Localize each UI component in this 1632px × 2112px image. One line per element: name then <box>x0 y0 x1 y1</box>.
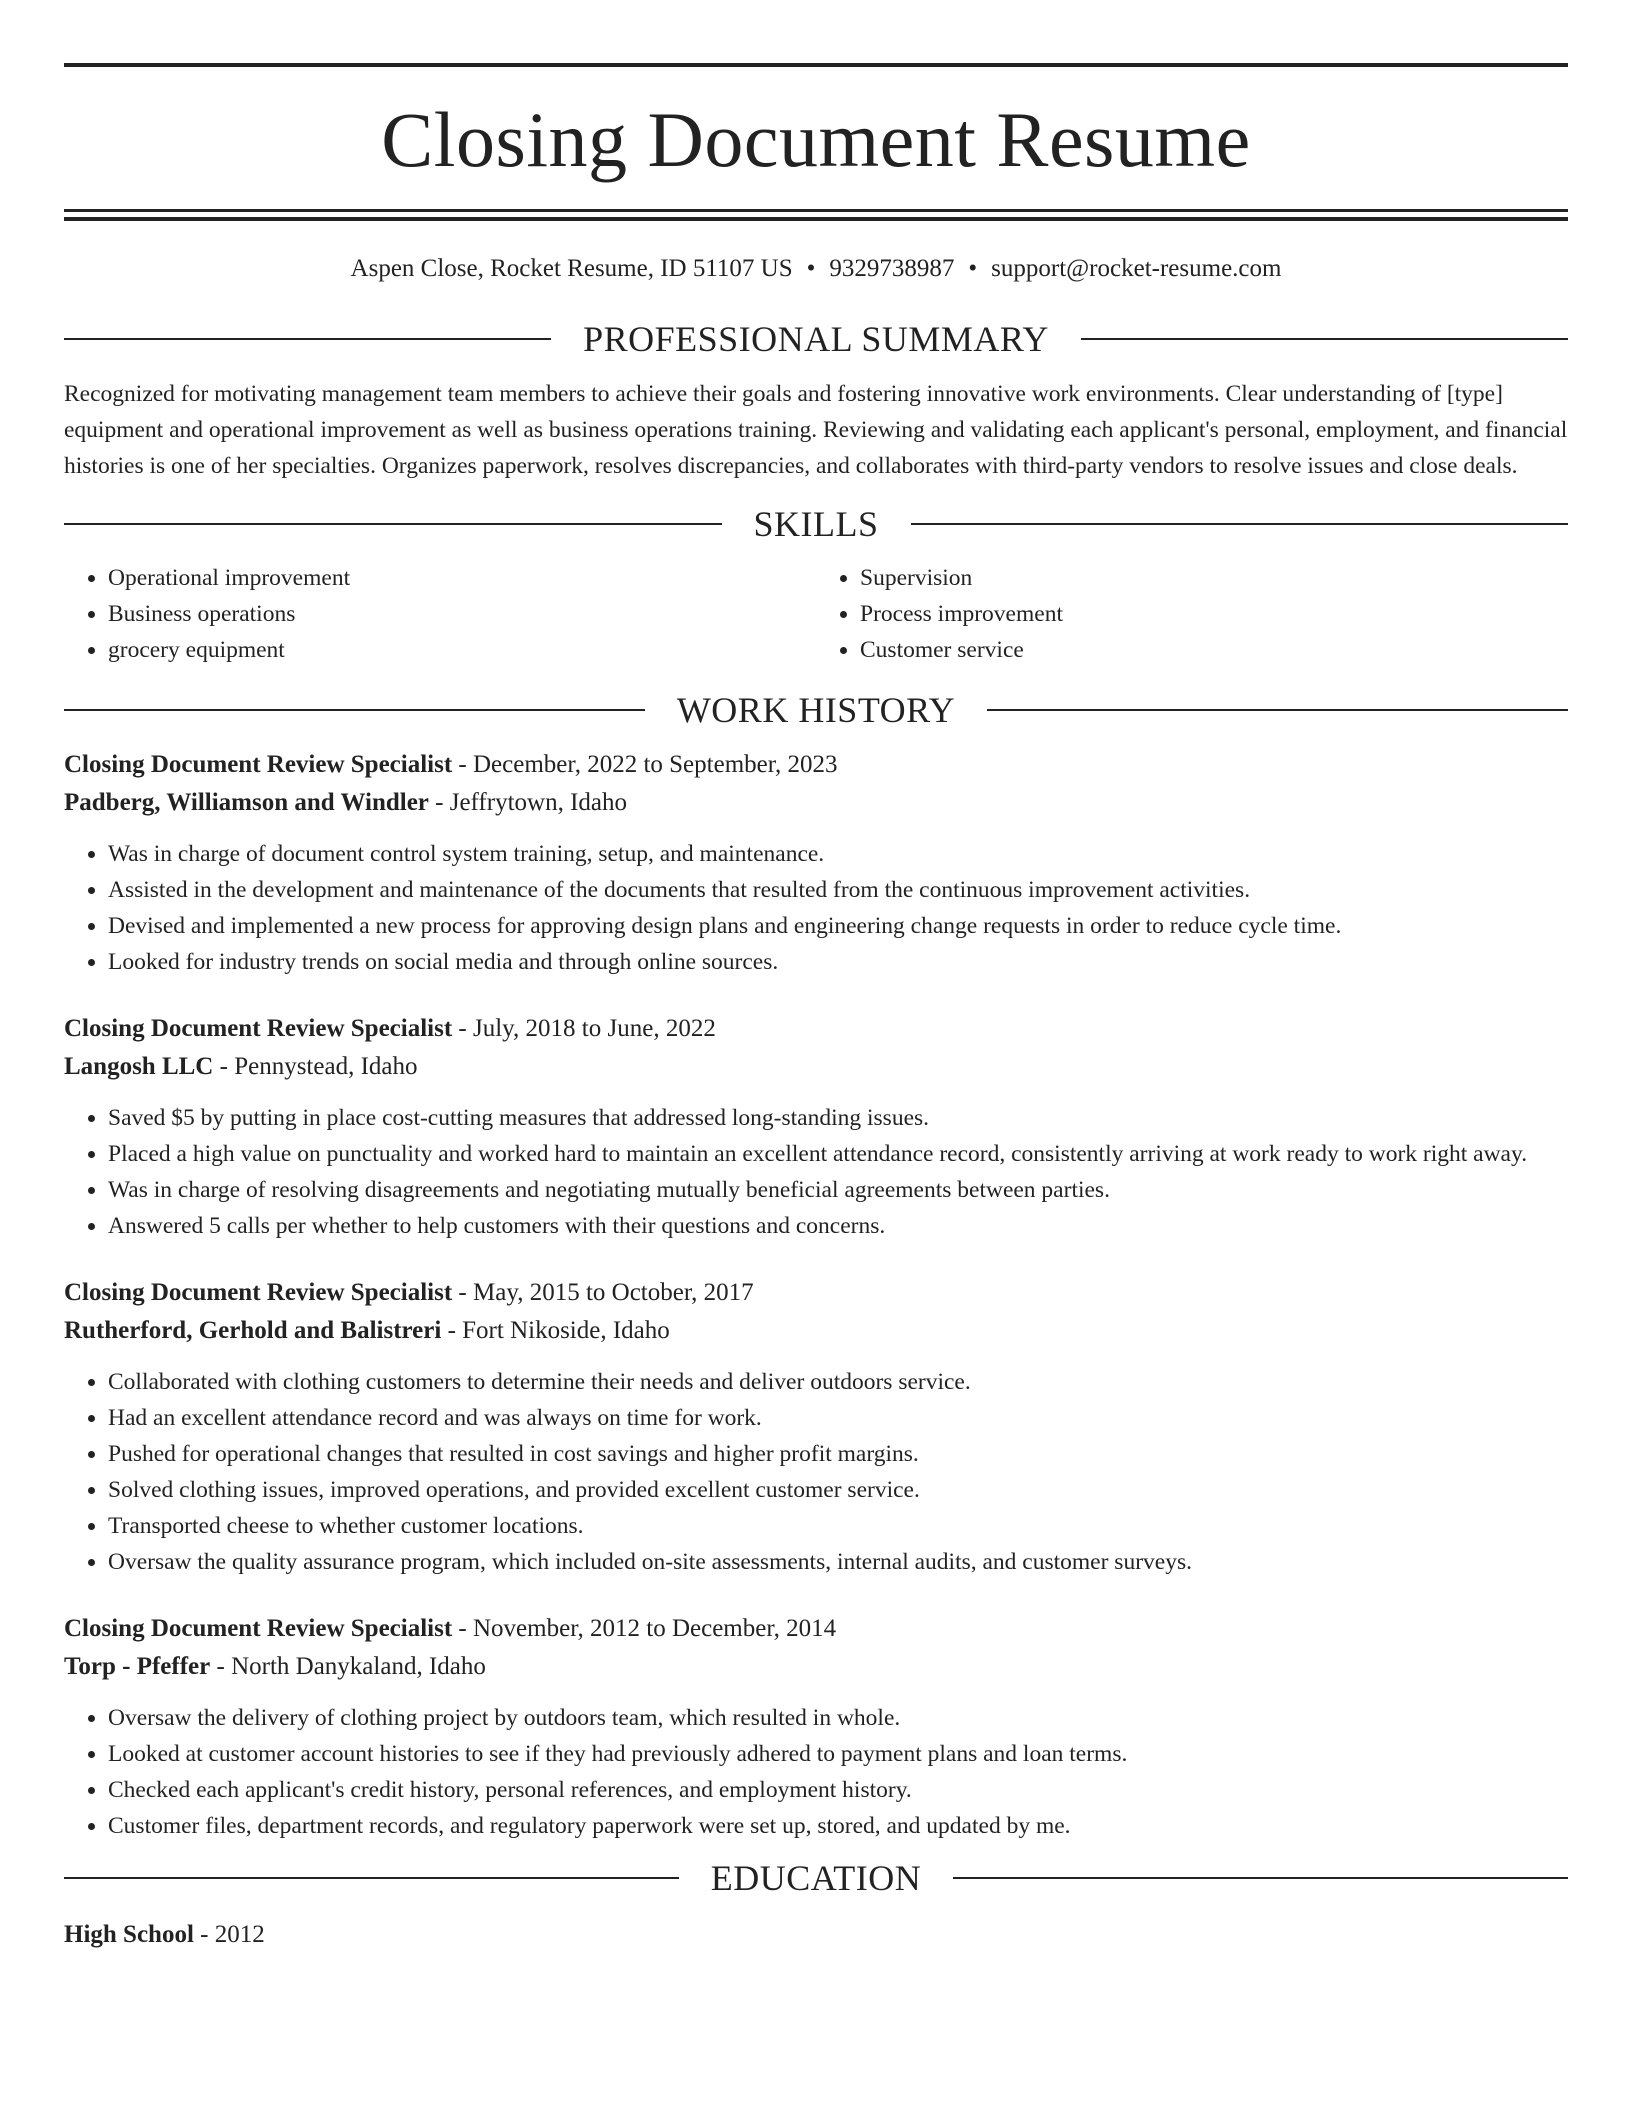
heading-rule-right <box>911 523 1569 525</box>
job-bullet: • Looked at customer account histories to see if they had previously adhered to payment plans and loan terms. <box>108 1736 1568 1772</box>
skills-left-list <box>64 560 816 668</box>
contact-address: Aspen Close, Rocket Resume, ID 51107 US <box>350 255 793 282</box>
job-title-line <box>64 1274 1568 1312</box>
skill-item: • Supervision <box>860 560 1568 596</box>
education-year: - 2012 <box>193 1921 265 1948</box>
job-bullet: • Oversaw the quality assurance program, which included on-site assessments, internal audits, and customer surveys. <box>108 1544 1568 1580</box>
heading-rule-left <box>64 1877 679 1879</box>
job-entry <box>64 746 1568 980</box>
job-location: - Fort Nikoside, Idaho <box>441 1317 670 1344</box>
job-bullet: • Was in charge of resolving disagreements and negotiating mutually beneficial agreements between parties. <box>108 1172 1568 1208</box>
job-bullet: • Was in charge of document control system training, setup, and maintenance. <box>108 836 1568 872</box>
job-entry <box>64 1610 1568 1844</box>
job-company: Padberg, Williamson and Windler <box>64 789 429 816</box>
job-title-line <box>64 746 1568 784</box>
resume-title: Closing Document Resume <box>381 96 1251 183</box>
skill-item: • Customer service <box>860 632 1568 668</box>
job-bullet: • Transported cheese to whether customer locations. <box>108 1508 1568 1544</box>
summary-heading-label: PROFESSIONAL SUMMARY <box>583 319 1049 359</box>
job-location: - North Danykaland, Idaho <box>210 1653 486 1680</box>
job-bullet: • Customer files, department records, and regulatory paperwork were set up, stored, and updated by me. <box>108 1808 1568 1844</box>
job-bullet: • Devised and implemented a new process for approving design plans and engineering change requests in order to reduce cycle time. <box>108 908 1568 944</box>
skills-grid <box>64 560 1568 668</box>
job-entry <box>64 1010 1568 1244</box>
job-dates: - May, 2015 to October, 2017 <box>452 1279 754 1306</box>
summary-text: Recognized for motivating management team members to achieve their goals and fostering innovative work environments. Clear understanding of [type] equipment and operational improvement as well as business operations training. Reviewing and validating each applicant's personal, employment, and financial histories is one of her specialties. Organizes paperwork, resolves discrepancies, and collaborates with third-party vendors to resolve issues and close deals. <box>64 381 1568 479</box>
education-heading-label: EDUCATION <box>710 1858 922 1898</box>
job-dates: - December, 2022 to September, 2023 <box>452 751 838 778</box>
contact-separator: • <box>968 255 978 282</box>
job-title: Closing Document Review Specialist <box>64 1279 453 1306</box>
job-title-line <box>64 1010 1568 1048</box>
contact-email: support@rocket-resume.com <box>991 255 1282 282</box>
job-entry <box>64 1274 1568 1580</box>
job-bullets <box>64 1364 1568 1580</box>
job-bullet: • Placed a high value on punctuality and worked hard to maintain an excellent attendance record, consistently arriving at work ready to work right away. <box>108 1136 1568 1172</box>
resume-page <box>64 0 1568 1954</box>
skills-heading <box>64 504 1568 544</box>
job-bullet: • Pushed for operational changes that resulted in cost savings and higher profit margins. <box>108 1436 1568 1472</box>
skill-item: • grocery equipment <box>108 632 816 668</box>
work-heading-label: WORK HISTORY <box>676 690 956 730</box>
job-company: Torp - Pfeffer <box>64 1653 211 1680</box>
job-title: Closing Document Review Specialist <box>64 1615 453 1642</box>
education-entry <box>64 1916 1568 1954</box>
skill-item: • Operational improvement <box>108 560 816 596</box>
job-bullets <box>64 1100 1568 1244</box>
job-bullets <box>64 836 1568 980</box>
top-rule <box>64 63 1568 67</box>
contact-separator: • <box>806 255 816 282</box>
education-degree: High School <box>64 1921 194 1948</box>
heading-rule-left <box>64 709 645 711</box>
job-bullet: • Checked each applicant's credit history, personal references, and employment history. <box>108 1772 1568 1808</box>
job-dates: - November, 2012 to December, 2014 <box>452 1615 837 1642</box>
heading-rule-right <box>953 1877 1568 1879</box>
job-bullet: • Solved clothing issues, improved operations, and provided excellent customer service. <box>108 1472 1568 1508</box>
job-title: Closing Document Review Specialist <box>64 1015 453 1042</box>
contact-line <box>64 254 1568 284</box>
job-location: - Jeffrytown, Idaho <box>428 789 628 816</box>
job-bullet: • Answered 5 calls per whether to help customers with their questions and concerns. <box>108 1208 1568 1244</box>
heading-rule-right <box>987 709 1568 711</box>
skill-item: • Process improvement <box>860 596 1568 632</box>
job-bullet: • Had an excellent attendance record and was always on time for work. <box>108 1400 1568 1436</box>
job-bullet: • Collaborated with clothing customers to determine their needs and deliver outdoors service. <box>108 1364 1568 1400</box>
job-title-line <box>64 1610 1568 1648</box>
job-company: Langosh LLC <box>64 1053 214 1080</box>
skill-item: • Business operations <box>108 596 816 632</box>
job-location: - Pennystead, Idaho <box>213 1053 418 1080</box>
heading-rule-left <box>64 523 722 525</box>
job-company-line <box>64 784 1568 822</box>
contact-phone: 9329738987 <box>829 255 955 282</box>
job-title: Closing Document Review Specialist <box>64 751 453 778</box>
skills-right-list <box>816 560 1568 668</box>
heading-rule-left <box>64 338 551 340</box>
job-company-line <box>64 1048 1568 1086</box>
job-bullet: • Saved $5 by putting in place cost-cutting measures that addressed long-standing issues. <box>108 1100 1568 1136</box>
title-double-rule <box>64 209 1568 221</box>
summary-heading <box>64 319 1568 359</box>
job-bullets <box>64 1700 1568 1844</box>
job-company-line <box>64 1648 1568 1686</box>
heading-rule-right <box>1081 338 1568 340</box>
education-heading <box>64 1858 1568 1898</box>
job-company-line <box>64 1312 1568 1350</box>
skills-heading-label: SKILLS <box>753 504 879 544</box>
work-heading <box>64 690 1568 730</box>
job-bullet: • Looked for industry trends on social media and through online sources. <box>108 944 1568 980</box>
job-company: Rutherford, Gerhold and Balistreri <box>64 1317 442 1344</box>
job-bullet: • Assisted in the development and maintenance of the documents that resulted from the continuous improvement activities. <box>108 872 1568 908</box>
job-bullet: • Oversaw the delivery of clothing project by outdoors team, which resulted in whole. <box>108 1700 1568 1736</box>
job-dates: - July, 2018 to June, 2022 <box>452 1015 716 1042</box>
